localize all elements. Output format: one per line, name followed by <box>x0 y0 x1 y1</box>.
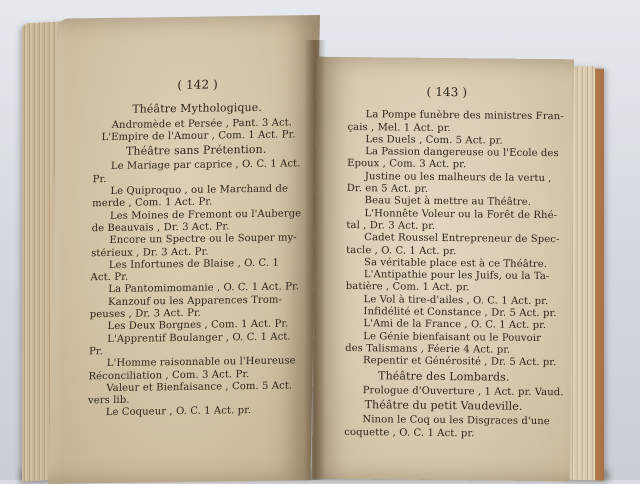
entry-line: Repentir et Générosité , Dr. 5 Act. pr. <box>362 355 557 369</box>
entry-line: Epoux , Com. 3 Act. pr. <box>347 158 467 171</box>
entry-line: stérieux , Dr. 3 Act. Pr. <box>91 246 209 259</box>
entry-line: Le Mariage par caprice , O. C. 1 Act. <box>110 158 301 173</box>
entry-line: Le Vol à tire-d'ailes , O. C. 1 Act. pr. <box>363 293 549 307</box>
entry-line: Valeur et Bienfaisance , Com. 5 Act. <box>106 380 293 394</box>
entry-line: L'Honnête Voleur ou la Forêt de Rhé- <box>364 207 558 221</box>
entry-line: L'Apprentif Boulanger , O. C. 1 Act. <box>107 331 291 345</box>
section-heading: Théâtre Mythologique. <box>132 101 263 116</box>
section-heading: Théâtre du petit Vaudeville. <box>364 398 523 413</box>
entry-line: Les Duels , Com. 5 Act. pr. <box>365 134 503 147</box>
entry-line: L'Ami de la France , O. C. 1 Act. pr. <box>363 318 547 332</box>
left-page <box>48 15 320 484</box>
entry-line: tal , Dr. 3 Act. pr. <box>346 219 436 232</box>
entry-line: Le Génie bienfaisant ou le Pouvoir <box>363 330 542 344</box>
left-page-number: ( 142 ) <box>177 77 219 93</box>
section-heading: Théâtre des Lombards. <box>378 368 510 384</box>
entry-line: coquette , O. C. 1 Act. pr. <box>344 426 475 440</box>
entry-line: Encore un Spectre ou le Souper my- <box>109 232 297 247</box>
entry-line: Le Coqueur , O. C. 1 Act. pr. <box>105 405 252 419</box>
entry-line: de Beauvais , Dr. 3 Act. Pr. <box>91 221 230 235</box>
entry-line: Pr. <box>92 173 107 185</box>
entry-line: Prologue d'Ouverture , 1 Act. pr. Vaud. <box>362 384 564 399</box>
entry-line: Le Quiproquo , ou le Marchand de <box>110 183 289 198</box>
entry-line: La Passion dangereuse ou l'Ecole des <box>365 146 559 160</box>
entry-line: Andromède et Persée , Pant. 3 Act. <box>111 117 293 131</box>
entry-line: Cadet Roussel Entrepreneur de Spec- <box>364 232 560 246</box>
entry-line: Les Moines de Fremont ou l'Auberge <box>109 207 302 222</box>
entry-line: L'Empire de l'Amour , Com. 1 Act. Pr. <box>101 129 296 143</box>
entry-line: Dr. en 5 Act. pr. <box>346 183 429 195</box>
book-gutter <box>304 40 326 480</box>
section-heading: Théâtre sans Prétention. <box>125 142 267 158</box>
entry-line: La Pompe funèbre des ministres Fran- <box>365 109 564 123</box>
entry-line: Kanzouf ou les Apparences Trom- <box>107 294 283 308</box>
entry-line: tacle , O. C. 1 Act. pr. <box>346 244 457 257</box>
entry-line: Les Deux Borgnes , Com. 1 Act. Pr. <box>107 318 289 333</box>
entry-line: Act. Pr. <box>90 271 129 284</box>
entry-line: Les Infortunes de Blaise , O. C. 1 <box>108 257 280 271</box>
entry-line: La Pantomimomanie , O. C. 1 Act. Pr. <box>108 281 300 296</box>
entry-line: Justine ou les malheurs de la vertu , <box>364 170 552 184</box>
entry-line: çais , Mel. 1 Act. pr. <box>347 121 451 134</box>
right-page-lines <box>340 109 564 441</box>
entry-line: Réconciliation , Com. 3 Act. Pr. <box>88 368 250 382</box>
right-page <box>312 57 574 482</box>
entry-line: peuses , Dr. 3 Act. Pr. <box>89 307 202 321</box>
right-page-text <box>312 57 574 442</box>
entry-line: Pr. <box>88 346 104 358</box>
entry-line: Beau Sujet à mettre au Théâtre. <box>364 195 532 209</box>
left-page-text <box>50 15 320 421</box>
left-page-lines <box>84 102 305 421</box>
entry-line: Infidélité et Constance , Dr. 5 Act. pr. <box>363 306 557 320</box>
entry-line: Ninon le Coq ou les Disgraces d'une <box>362 414 550 428</box>
right-page-number: ( 143 ) <box>426 84 468 100</box>
entry-line: L'Homme raisonnable ou l'Heureuse <box>106 355 296 370</box>
entry-line: des Talismans , Féerie 4 Act. pr. <box>345 342 511 356</box>
entry-line: L'Antipathie pour les Juifs, ou la Ta- <box>363 269 550 283</box>
entry-line: merde , Com. 1 Act. Pr. <box>92 196 213 210</box>
entry-line: Sa véritable place est à ce Théâtre. <box>364 257 548 270</box>
entry-line: batière , Com. 1 Act. pr. <box>345 281 470 294</box>
entry-line: vers lib. <box>87 394 130 407</box>
